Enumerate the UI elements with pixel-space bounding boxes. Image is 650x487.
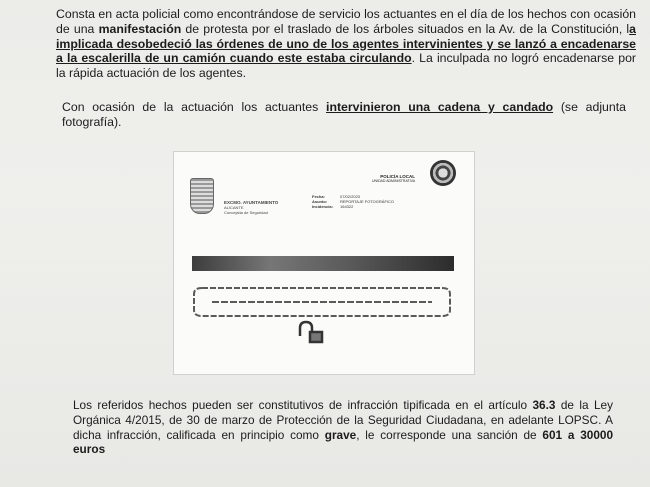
photo-report: [174, 152, 474, 374]
police-badge-icon: [430, 160, 456, 186]
scale-strip: [192, 256, 454, 271]
paragraph-chain: Con ocasión de la actuación los actuantes intervinieron una cadena y candado (se adjunta fotografía).: [62, 100, 626, 129]
padlock-icon: [300, 322, 322, 342]
paragraph-infraction: Los referidos hechos pueden ser constitutivos de infracción tipificada en el artículo 36.3 de la Ley Orgánica 4/2015, de 30 de marzo de Protección de la Seguridad Ciudadana, en adelante LOPSC. A dicha infracción, calificada en principio como grave, le corresponde una sanción de 601 a 30000 euros: [73, 398, 614, 457]
chain-icon: [192, 280, 454, 348]
ayuntamiento-header: EXCMO. AYUNTAMIENTO ALICANTE Concejalía de Seguridad: [224, 200, 279, 215]
paragraph-intro: Consta en acta policial como encontrándose de servicio los actuantes en el día de los hechos con ocasión de una manifestación de protesta por el traslado de los árboles situados en la Av. de la Constitución, la implicada desobedeció las órdenes de uno de los agentes intervinientes y se lanzó a encadenarse a la escalerilla de un camión cuando este estaba circulando. La inculpada no logró encadenarse por la rápida actuación de los agentes.: [56, 7, 636, 81]
report-meta: Fecha: 07/02/2023 Asunto: REPORTAJE FOTOGRÁFICO Incidencia: 164322: [312, 194, 395, 210]
city-crest-icon: [190, 178, 214, 214]
policia-local-header: POLICÍA LOCAL UNIDAD ADMINISTRATIVA: [372, 174, 416, 183]
